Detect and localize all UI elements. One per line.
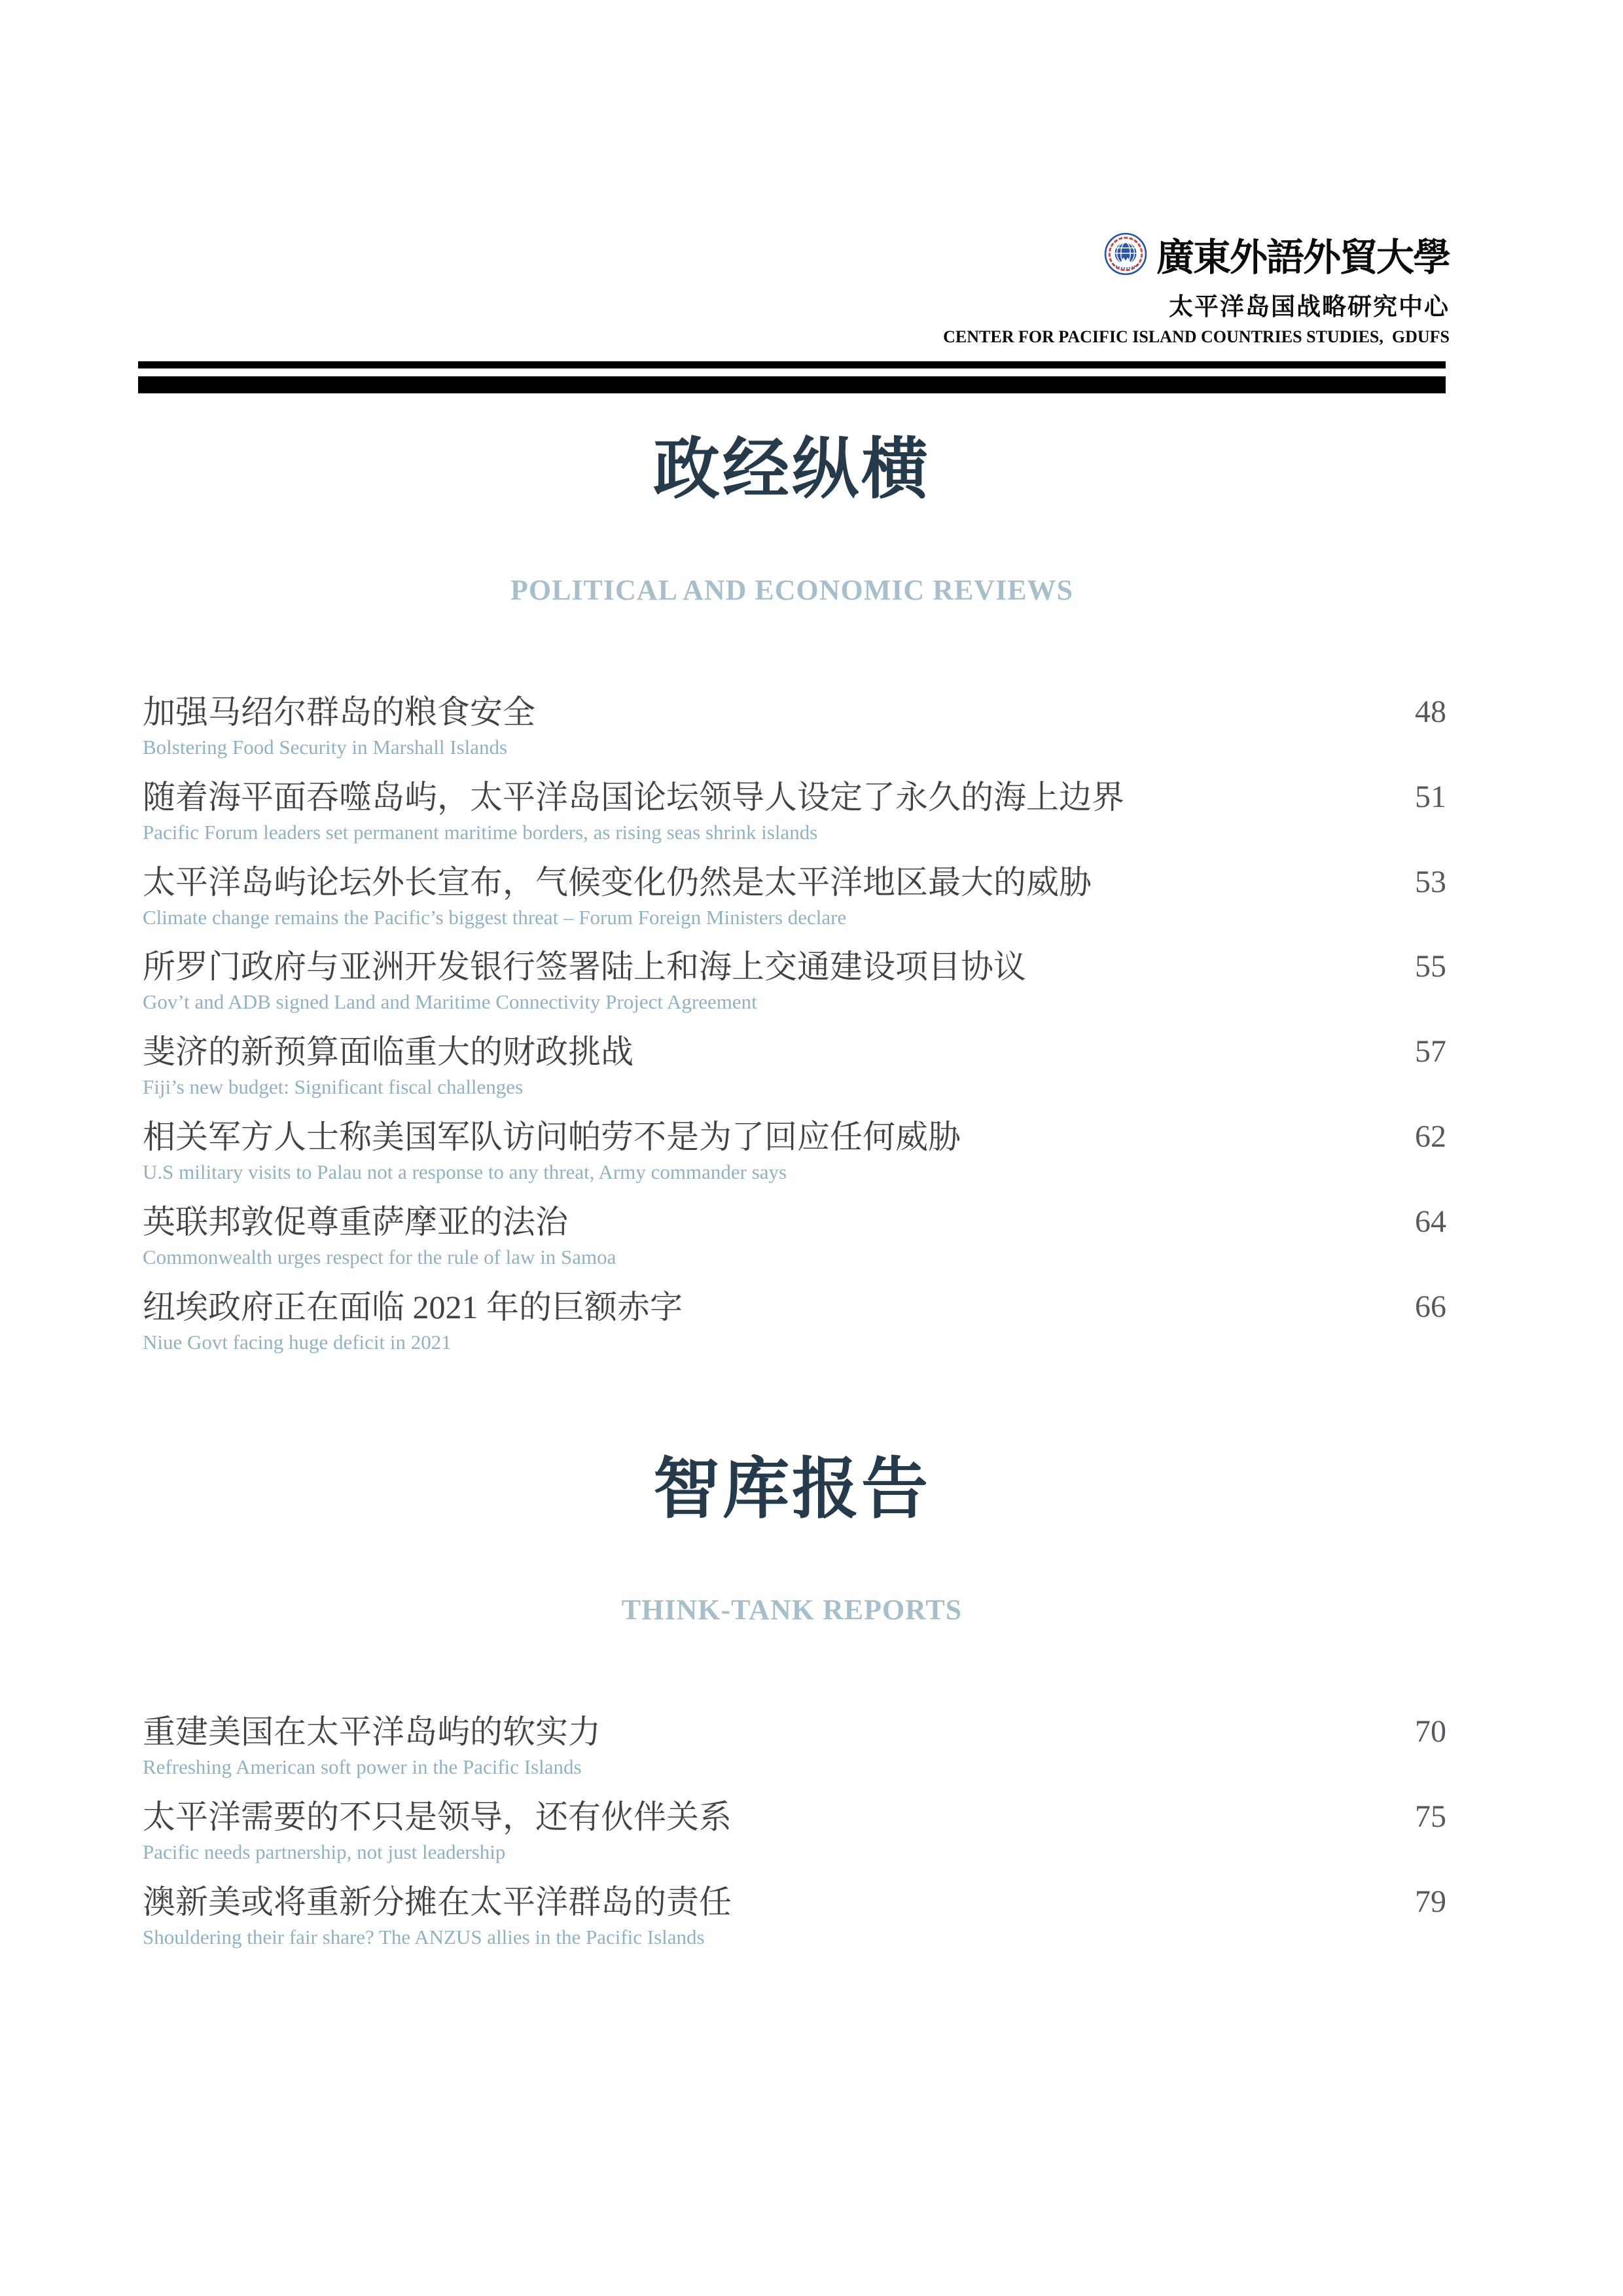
toc-entry-text — [143, 1796, 1374, 1866]
entry-page-number: 62 — [1415, 1119, 1446, 1155]
toc-entry-text — [143, 1286, 1374, 1356]
entry-title-zh[interactable]: 太平洋岛屿论坛外长宣布，气候变化仍然是太平洋地区最大的威胁 — [143, 863, 1092, 901]
toc-entry-list — [137, 1711, 1446, 1951]
entry-title-zh[interactable]: 纽埃政府正在面临 2021 年的巨额赤字 — [143, 1288, 683, 1325]
entry-title-en: Shouldering their fair share? The ANZUS allies in the Pacific Islands — [143, 1925, 705, 1948]
toc-entry-text — [143, 946, 1374, 1016]
entry-title-en: Gov’t and ADB signed Land and Maritime Connectivity Project Agreement — [143, 990, 757, 1014]
entry-title-zh[interactable]: 太平洋需要的不只是领导，还有伙伴关系 — [143, 1798, 732, 1835]
entry-title-en: Fiji’s new budget: Significant fiscal challenges — [143, 1075, 524, 1099]
toc-entry-text — [143, 691, 1374, 761]
entry-page-number: 57 — [1415, 1034, 1446, 1069]
entry-page-number: 51 — [1415, 779, 1446, 814]
header-brand — [943, 226, 1450, 347]
entry-page-number: 64 — [1415, 1204, 1446, 1239]
toc-section — [137, 1452, 1446, 1965]
entry-page-number: 79 — [1415, 1884, 1446, 1919]
entry-title-zh[interactable]: 加强马绍尔群岛的粮食安全 — [143, 693, 535, 730]
toc-entry-text — [143, 1031, 1374, 1101]
toc-entry-text — [143, 776, 1374, 846]
toc-entry[interactable] — [143, 946, 1446, 1016]
toc-entry[interactable] — [143, 1116, 1446, 1186]
entry-title-zh[interactable]: 澳新美或将重新分摊在太平洋群岛的责任 — [143, 1883, 732, 1920]
divider-thick-rule — [138, 376, 1446, 393]
center-name-zh: 太平洋岛国战略研究中心 — [1169, 294, 1450, 321]
section-title-en: POLITICAL AND ECONOMIC REVIEWS — [510, 574, 1074, 607]
divider-thin-rule — [138, 361, 1446, 368]
entry-title-zh[interactable]: 所罗门政府与亚洲开发银行签署陆上和海上交通建设项目协议 — [143, 948, 1026, 986]
university-name: 廣東外語外貿大學 — [1156, 236, 1450, 279]
entry-page-number: 66 — [1415, 1289, 1446, 1324]
section-title-zh: 政经纵横 — [653, 433, 931, 507]
toc-entry-text — [143, 1116, 1374, 1186]
entry-title-en: U.S military visits to Palau not a response to any threat, Army commander says — [143, 1160, 787, 1184]
entry-title-en: Pacific Forum leaders set permanent maritime borders, as rising seas shrink islands — [143, 820, 818, 844]
entry-title-en: Bolstering Food Security in Marshall Islands — [143, 735, 508, 759]
entry-page-number: 70 — [1415, 1713, 1446, 1749]
toc-entry-list — [137, 691, 1446, 1356]
entry-title-zh[interactable]: 相关军方人士称美国军队访问帕劳不是为了回应任何威胁 — [143, 1119, 961, 1156]
entry-page-number: 55 — [1415, 949, 1446, 984]
entry-page-number: 75 — [1415, 1799, 1446, 1834]
entry-title-zh[interactable]: 斐济的新预算面临重大的财政挑战 — [143, 1033, 633, 1071]
section-title-en: THINK-TANK REPORTS — [621, 1594, 963, 1626]
entry-title-zh[interactable]: 随着海平面吞噬岛屿，太平洋岛国论坛领导人设定了永久的海上边界 — [143, 778, 1124, 816]
toc-entry[interactable] — [143, 1031, 1446, 1101]
toc-entry-text — [143, 1201, 1374, 1271]
entry-page-number: 53 — [1415, 864, 1446, 899]
toc-entry-text — [143, 1881, 1374, 1951]
entry-page-number: 48 — [1415, 694, 1446, 729]
center-name-en: CENTER FOR PACIFIC ISLAND COUNTRIES STUDIES, GDUFS — [943, 327, 1450, 346]
toc-entry[interactable] — [143, 776, 1446, 846]
toc-entry[interactable] — [143, 1881, 1446, 1951]
toc-entry[interactable] — [143, 1796, 1446, 1866]
toc-entry[interactable] — [143, 1201, 1446, 1271]
toc-entry-text — [143, 1711, 1374, 1781]
entry-title-en: Climate change remains the Pacific’s biggest threat – Forum Foreign Ministers declare — [143, 905, 847, 929]
toc-section — [137, 432, 1446, 1371]
entry-title-en: Pacific needs partnership, not just leadership — [143, 1840, 506, 1863]
toc-entry[interactable] — [143, 1711, 1446, 1781]
entry-title-zh[interactable]: 重建美国在太平洋岛屿的软实力 — [143, 1713, 601, 1750]
toc-entry[interactable] — [143, 1286, 1446, 1356]
entry-title-en: Niue Govt facing huge deficit in 2021 — [143, 1330, 452, 1354]
toc-entry[interactable] — [143, 861, 1446, 931]
university-logo-icon — [1104, 232, 1147, 276]
toc-entry-text — [143, 861, 1374, 931]
entry-title-en: Commonwealth urges respect for the rule of law in Samoa — [143, 1245, 616, 1268]
entry-title-zh[interactable]: 英联邦敦促尊重萨摩亚的法治 — [143, 1203, 568, 1240]
university-brand-row — [943, 226, 1450, 281]
section-title-zh: 智库报告 — [653, 1453, 931, 1527]
toc-entry[interactable] — [143, 691, 1446, 761]
entry-title-en: Refreshing American soft power in the Pacific Islands — [143, 1755, 582, 1778]
